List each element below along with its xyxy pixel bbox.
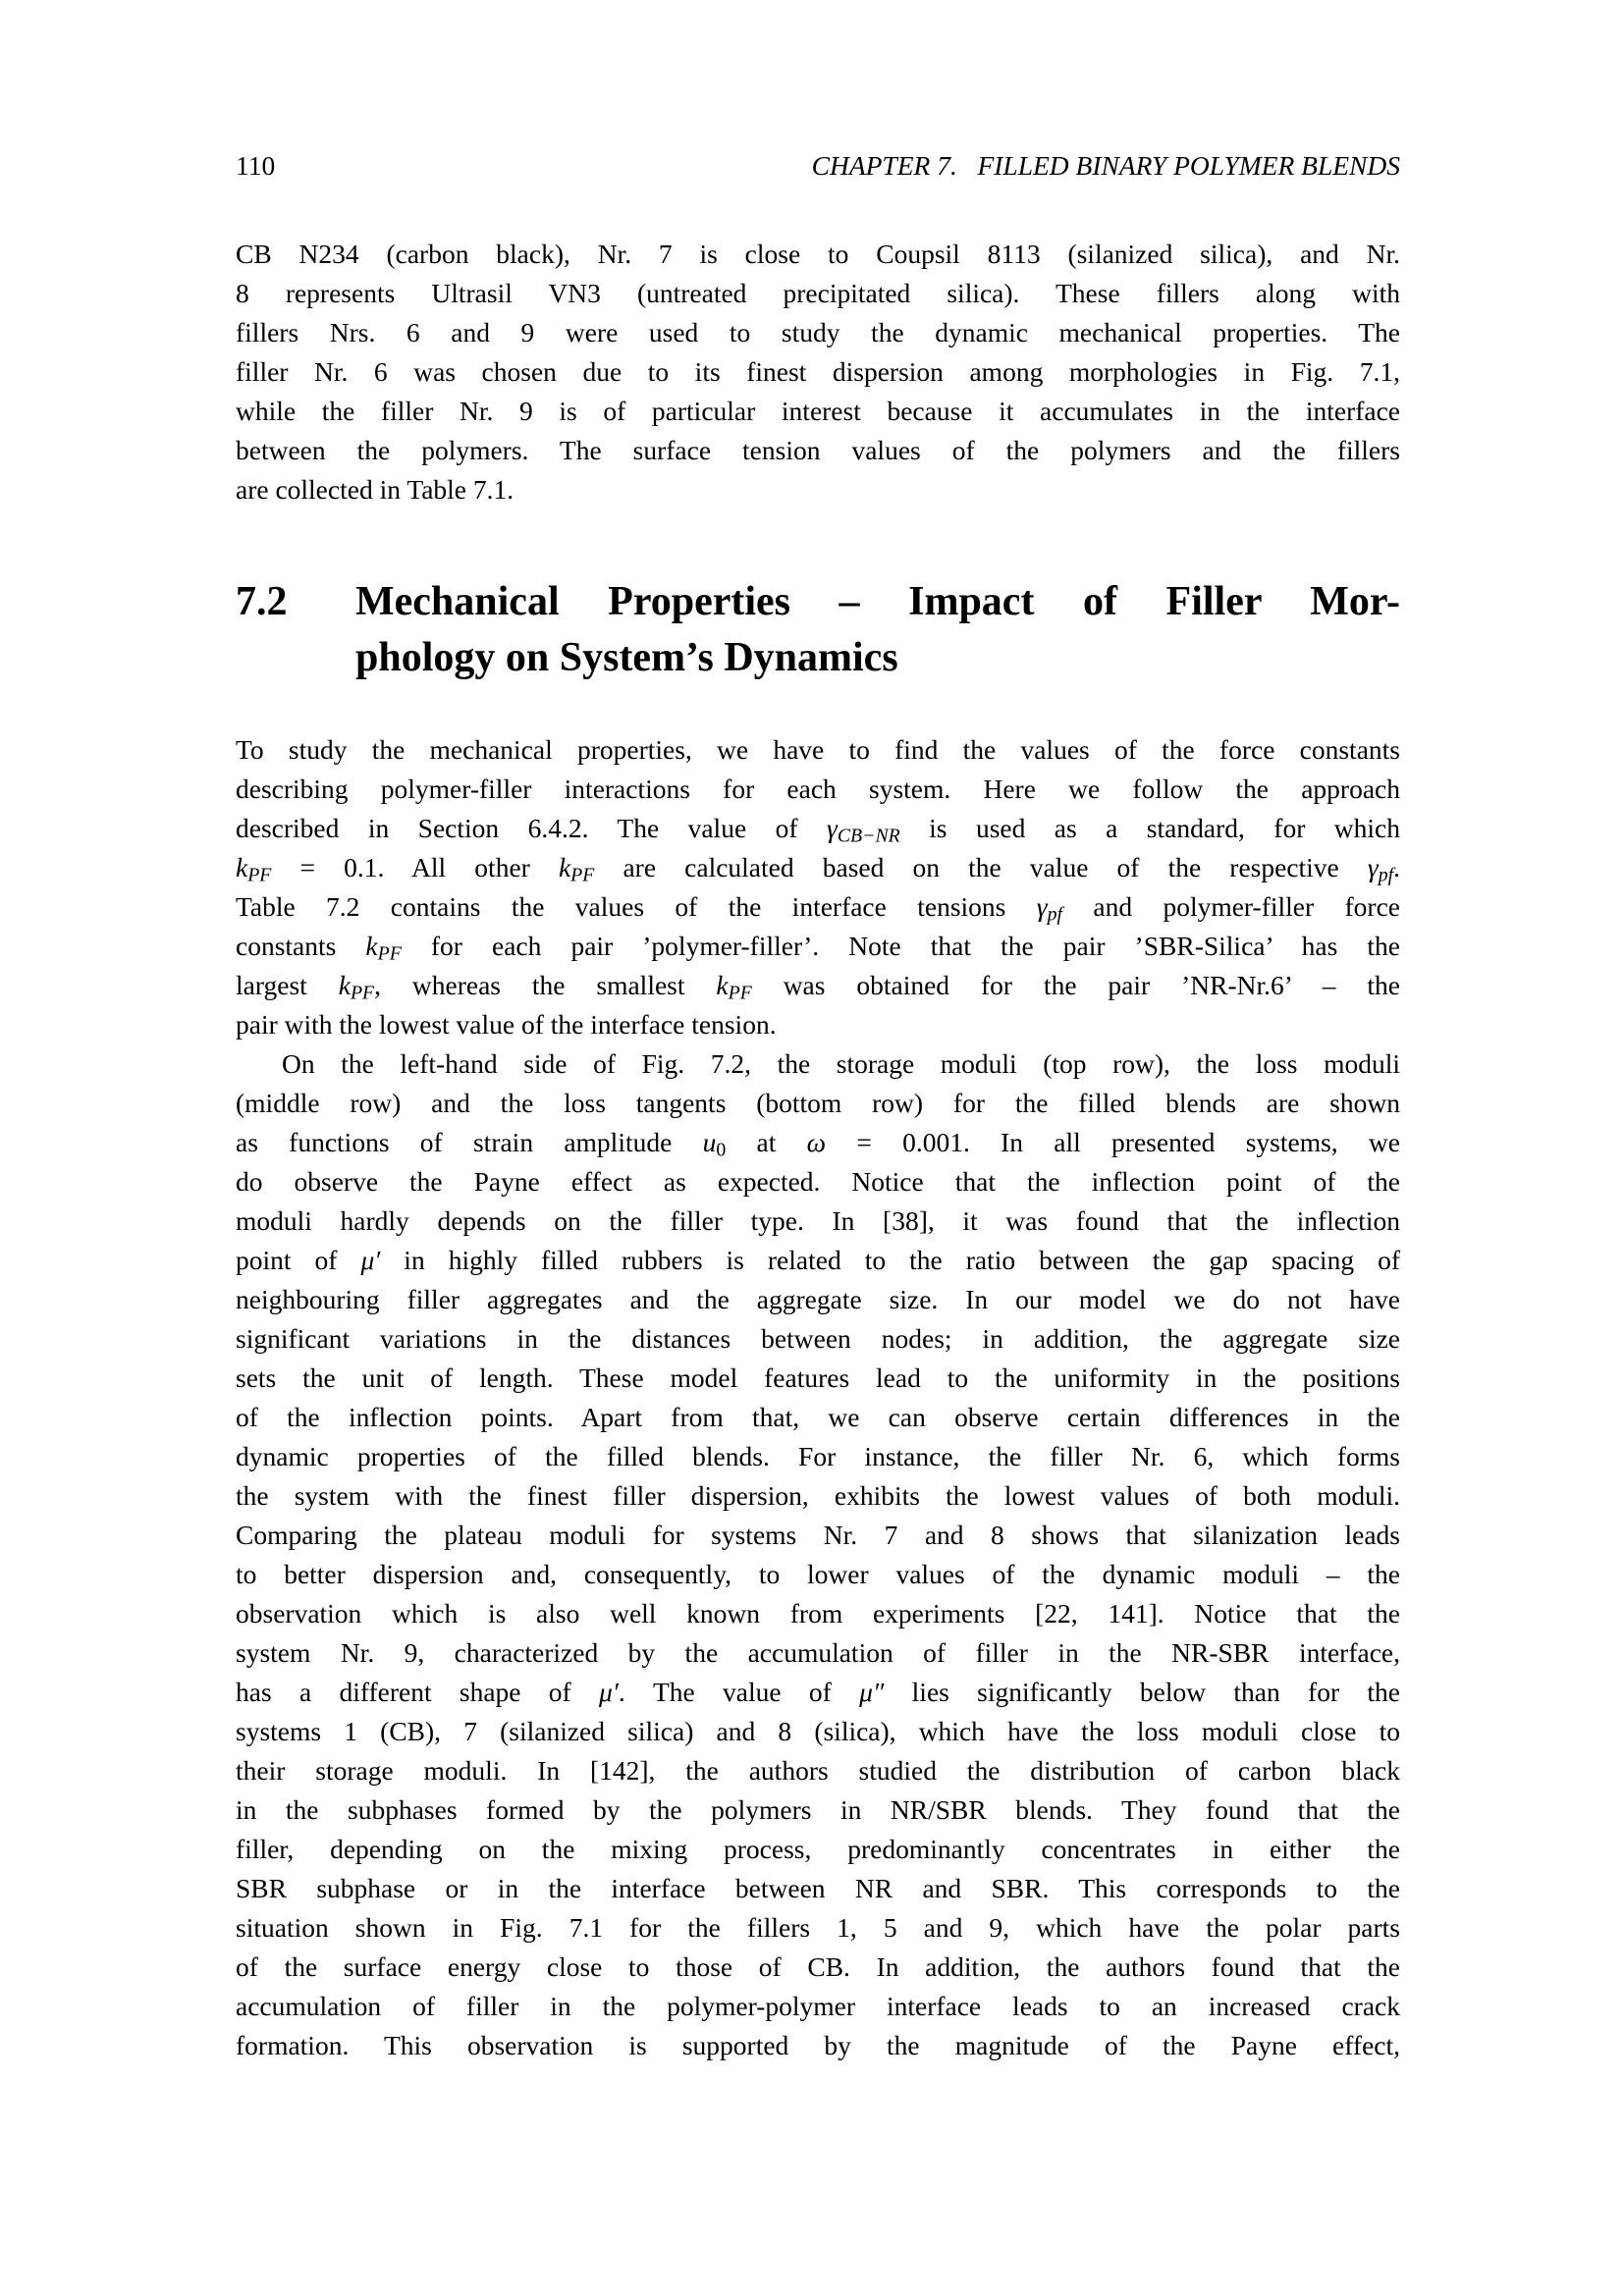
section-title-line-2: phology on System’s Dynamics [355, 635, 898, 680]
text-line: situation shown in Fig. 7.1 for the fillers 1, 5 and 9, which have the polar parts [236, 1912, 1400, 1943]
text-line: systems 1 (CB), 7 (silanized silica) and 8 (silica), which have the loss moduli close to [236, 1716, 1400, 1746]
paragraph-block-1 [236, 235, 1400, 509]
text-line: describing polymer-filler interactions for each system. Here we follow the approach [236, 774, 1400, 804]
text-line: pair with the lowest value of the interface tension. [236, 1009, 777, 1040]
text-line: sets the unit of length. These model features lead to the uniformity in the positions [236, 1362, 1400, 1393]
text-line: accumulation of filler in the polymer-polymer interface leads to an increased crack [236, 1991, 1400, 2021]
text-line: dynamic properties of the filled blends. For instance, the filler Nr. 6, which forms [236, 1441, 1400, 1471]
text-line: filler, depending on the mixing process, predominantly concentrates in either the [236, 1834, 1400, 1864]
text-line: constants $k_{PF}$ for each pair ’polymer-filler’. Note that the pair ’SBR-Silica’ has the [236, 931, 1400, 965]
text-line: do observe the Payne effect as expected. Notice that the inflection point of the [236, 1166, 1400, 1197]
text-line: moduli hardly depends on the filler type. In [38], it was found that the inflection [236, 1205, 1400, 1236]
text-line: 8 represents Ultrasil VN3 (untreated precipitated silica). These fillers along with [236, 278, 1400, 308]
text-line: CB N234 (carbon black), Nr. 7 is close to Coupsil 8113 (silanized silica), and Nr. [236, 239, 1400, 269]
text-line: described in Section 6.4.2. The value of $\gamma_{CB-NR}$ is used as a standard, for which [236, 813, 1400, 847]
text-line: observation which is also well known from experiments [22, 141]. Notice that the [236, 1598, 1400, 1629]
text-line: point of μ′ in highly filled rubbers is related to the ratio between the gap spacing of [236, 1245, 1400, 1275]
text-line: the system with the finest filler dispersion, exhibits the lowest values of both moduli. [236, 1480, 1400, 1511]
section-number: 7.2 [236, 579, 288, 624]
text-line: of the inflection points. Apart from that, we can observe certain differences in the [236, 1402, 1400, 1432]
text-line: significant variations in the distances between nodes; in addition, the aggregate size [236, 1323, 1400, 1354]
text-line: filler Nr. 6 was chosen due to its finest dispersion among morphologies in Fig. 7.1, [236, 356, 1400, 387]
text-line: in the subphases formed by the polymers in NR/SBR blends. They found that the [236, 1794, 1400, 1825]
text-line: between the polymers. The surface tension values of the polymers and the fillers [236, 435, 1400, 465]
text-line: are collected in Table 7.1. [236, 474, 514, 505]
section-title [355, 574, 1400, 686]
running-head [236, 146, 1400, 186]
text-line: On the left-hand side of Fig. 7.2, the storage moduli (top row), the loss moduli [282, 1048, 1400, 1079]
text-line: To study the mechanical properties, we have to find the values of the force constants [236, 734, 1400, 765]
text-line: of the surface energy close to those of CB. In addition, the authors found that the [236, 1951, 1400, 1982]
section-heading [236, 574, 1400, 686]
text-line: as functions of strain amplitude $u_0$ at ω = 0.001. In all presented systems, we [236, 1127, 1400, 1161]
text-line: formation. This observation is supported by the magnitude of the Payne effect, [236, 2030, 1400, 2060]
paragraph-block-2 [236, 730, 1400, 2065]
text-line: has a different shape of μ′. The value of μ″ lies significantly below than for the [236, 1677, 1400, 1707]
text-line: Table 7.2 contains the values of the interface tensions $\gamma_{pf}$ and polymer-filler force [236, 891, 1400, 926]
text-line: system Nr. 9, characterized by the accumulation of filler in the NR-SBR interface, [236, 1637, 1400, 1668]
text-line: Comparing the plateau moduli for systems Nr. 7 and 8 shows that silanization leads [236, 1520, 1400, 1550]
running-head-chapter-title: CHAPTER 7. FILLED BINARY POLYMER BLENDS [811, 150, 1400, 181]
text-line: $k_{PF} = 0.1$. All other $k_{PF}$ are calculated based on the value of the respective $\gamma_{pf}$. [236, 852, 1400, 886]
text-line: SBR subphase or in the interface between NR and SBR. This corresponds to the [236, 1873, 1400, 1903]
text-line: to better dispersion and, consequently, to lower values of the dynamic moduli – the [236, 1559, 1400, 1589]
text-line: neighbouring filler aggregates and the aggregate size. In our model we do not have [236, 1284, 1400, 1314]
section-title-line-1: Mechanical Properties – Impact of Filler Mor- [355, 579, 1400, 624]
text-line: their storage moduli. In [142], the authors studied the distribution of carbon black [236, 1755, 1400, 1786]
text-line: largest $k_{PF}$, whereas the smallest $k_{PF}$ was obtained for the pair ’NR-Nr.6’ – the [236, 970, 1400, 1004]
text-line: fillers Nrs. 6 and 9 were used to study the dynamic mechanical properties. The [236, 317, 1400, 347]
text-line: (middle row) and the loss tangents (bottom row) for the filled blends are shown [236, 1088, 1400, 1118]
page-number: 110 [236, 150, 276, 181]
text-line: while the filler Nr. 9 is of particular interest because it accumulates in the interface [236, 396, 1400, 426]
